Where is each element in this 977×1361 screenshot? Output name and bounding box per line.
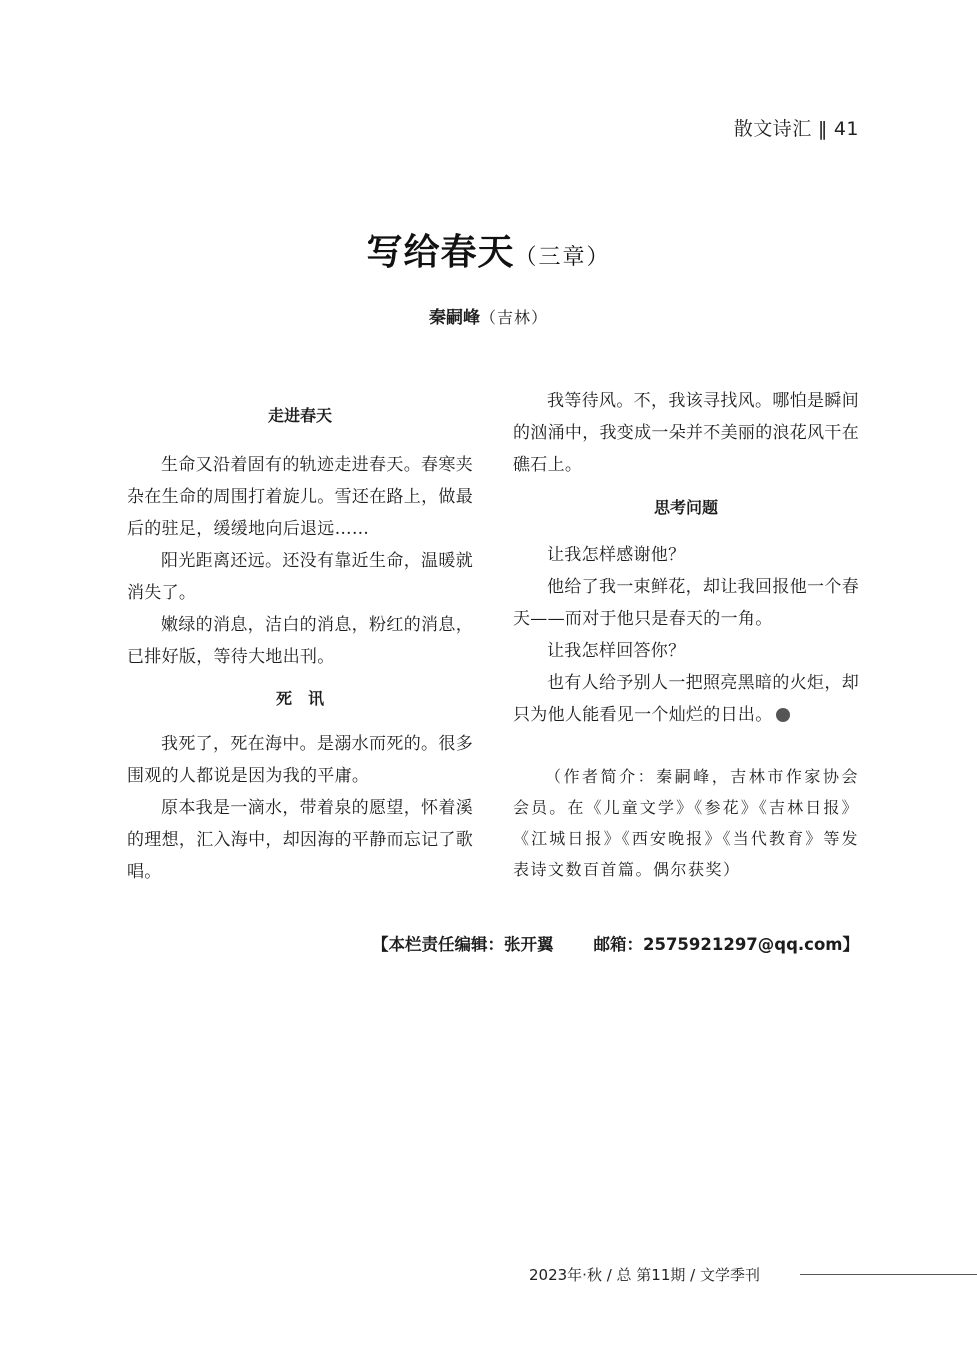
running-header — [734, 114, 859, 141]
paragraph: 生命又沿着固有的轨迹走进春天。春寒夹杂在生命的周围打着旋儿。雪还在路上，做最后的驻足，缓缓地向后退远…… — [127, 455, 473, 539]
right-column — [513, 385, 859, 885]
paragraph-text: 也有人给予别人一把照亮黑暗的火炬，却只为他人能看见一个灿烂的日出。 — [513, 673, 859, 725]
title-main: 写给春天 — [366, 231, 515, 273]
paragraph: 我等待风。不，我该寻找风。哪怕是瞬间的汹涌中，我变成一朵并不美丽的浪花风干在礁石上。 — [513, 391, 859, 475]
author-line — [0, 303, 977, 328]
author-name: 秦嗣峰 — [428, 308, 480, 328]
page-number: 41 — [833, 118, 859, 140]
paragraph: 让我怎样回答你？ — [547, 641, 686, 661]
title-subtitle: （三章） — [514, 245, 611, 270]
section-heading-3: 思考问题 — [653, 498, 718, 517]
page-footer: 2023年·秋 / 总 第11期 / 文学季刊 — [529, 1266, 760, 1284]
header-separator: ‖ — [817, 118, 828, 140]
section-name: 散文诗汇 — [733, 118, 812, 140]
paragraph: 原本我是一滴水，带着泉的愿望，怀着溪的理想，汇入海中，却因海的平静而忘记了歌唱。 — [127, 798, 473, 882]
editor-credit — [372, 931, 859, 955]
section-heading-1: 走进春天 — [267, 406, 332, 425]
paragraph: 阳光距离还远。还没有靠近生命，温暖就消失了。 — [127, 551, 473, 603]
paragraph: 他给了我一束鲜花，却让我回报他一个春天——而对于他只是春天的一角。 — [513, 577, 859, 629]
paragraph: 嫩绿的消息，洁白的消息，粉红的消息，已排好版，等待大地出刊。 — [127, 615, 473, 667]
editor-email: 邮箱：2575921297@qq.com】 — [593, 935, 859, 954]
editor-name: 【本栏责任编辑：张开翼 — [371, 935, 554, 954]
paragraph-final — [513, 667, 859, 731]
author-place: （吉林） — [479, 308, 548, 327]
footer-rule — [800, 1274, 977, 1275]
author-bio: （作者简介：秦嗣峰，吉林市作家协会会员。在《儿童文学》《参花》《吉林日报》《江城日报》《西安晚报》《当代教育》等发表诗文数百首篇。偶尔获奖） — [513, 767, 859, 879]
paragraph: 我死了，死在海中。是溺水而死的。很多围观的人都说是因为我的平庸。 — [127, 734, 473, 786]
paragraph: 让我怎样感谢他？ — [547, 545, 686, 565]
section-heading-2: 死 讯 — [275, 689, 324, 708]
article-title — [0, 224, 977, 275]
end-mark-icon — [776, 708, 790, 722]
left-column — [127, 405, 473, 888]
